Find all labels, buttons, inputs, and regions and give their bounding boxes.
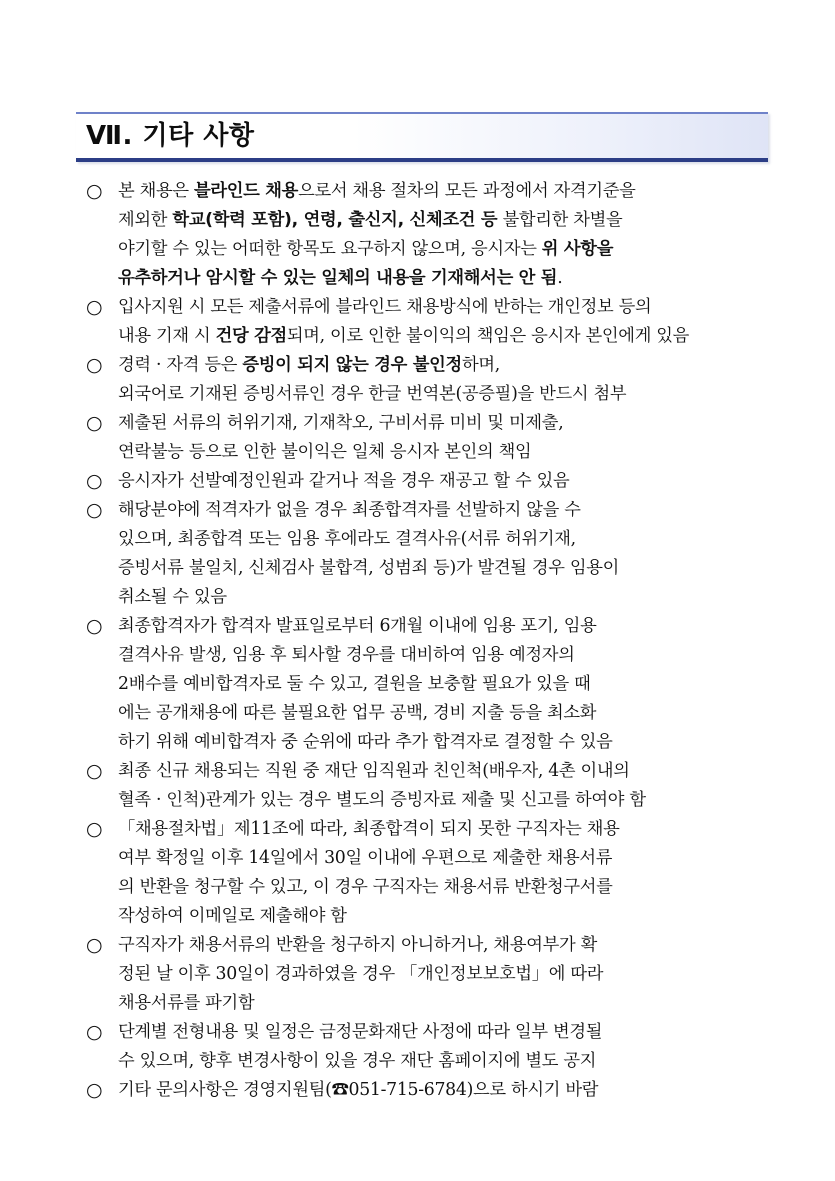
item-text-line (118, 583, 766, 612)
item-text-line (118, 786, 766, 815)
emphasis-text: 위 사항을 (541, 239, 614, 259)
item-text-line (118, 206, 766, 235)
text-segment: 여부 확정일 이후 14일에서 30일 이내에 우편으로 제출한 채용서류 (118, 848, 613, 868)
item-text-line (118, 177, 766, 206)
text-segment: 의 반환을 청구할 수 있고, 이 경우 구직자는 채용서류 반환청구서를 (118, 877, 613, 897)
list-item (86, 931, 766, 1018)
text-segment: 있으며, 최종합격 또는 임용 후에라도 결격사유(서류 허위기재, (118, 529, 576, 549)
circle-bullet-icon: ○ (86, 1021, 103, 1043)
list-item (86, 351, 766, 409)
circle-bullet-icon: ○ (86, 760, 103, 782)
item-text-line (118, 438, 766, 467)
item-text-line (118, 757, 766, 786)
emphasis-text: 증빙이 되지 않는 경우 불인정 (242, 355, 462, 375)
text-segment: 하기 위해 예비합격자 중 순위에 따라 추가 합격자로 결정할 수 있음 (118, 732, 613, 752)
text-segment: 연락불능 등으로 인한 불이익은 일체 응시자 본인의 책임 (118, 442, 532, 462)
list-item (86, 293, 766, 351)
text-segment: 해당분야에 적격자가 없을 경우 최종합격자를 선발하지 않을 수 (118, 500, 581, 520)
item-text-line (118, 293, 766, 322)
emphasis-text: 학교(학력 포함), 연령, 출신지, 신체조건 등 (172, 210, 498, 230)
list-item (86, 409, 766, 467)
text-segment: 입사지원 시 모든 제출서류에 블라인드 채용방식에 반하는 개인정보 등의 (118, 297, 652, 317)
phone-icon: ☎ (331, 1080, 349, 1100)
circle-bullet-icon: ○ (86, 615, 103, 637)
text-segment: 「채용절차법」제11조에 따라, 최종합격이 되지 못한 구직자는 채용 (118, 819, 620, 839)
list-item (86, 757, 766, 815)
list-item (86, 496, 766, 612)
text-segment: 본 채용은 (118, 181, 194, 201)
text-segment: 단계별 전형내용 및 일정은 금정문화재단 사정에 따라 일부 변경될 (118, 1022, 603, 1042)
text-segment: . (557, 268, 563, 288)
circle-bullet-icon: ○ (86, 934, 103, 956)
item-text-line (118, 902, 766, 931)
text-segment: 2배수를 예비합격자로 둘 수 있고, 결원을 보충할 필요가 있을 때 (118, 674, 591, 694)
text-segment: 되며, 이로 인한 불이익의 책임은 응시자 본인에게 있음 (286, 326, 690, 346)
item-text-line (118, 1076, 766, 1105)
item-text-line (118, 525, 766, 554)
text-segment: 작성하여 이메일로 제출해야 함 (118, 906, 347, 926)
text-segment: 구직자가 채용서류의 반환을 청구하지 아니하거나, 채용여부가 확 (118, 935, 597, 955)
section-title: Ⅶ. 기타 사항 (86, 121, 255, 151)
item-text-line (118, 989, 766, 1018)
circle-bullet-icon: ○ (86, 499, 103, 521)
text-segment: 정된 날 이후 30일이 경과하였을 경우 「개인정보보호법」에 따라 (118, 964, 604, 984)
text-segment: 수 있으며, 향후 변경사항이 있을 경우 재단 홈페이지에 별도 공지 (118, 1051, 597, 1071)
item-text-line (118, 815, 766, 844)
circle-bullet-icon: ○ (86, 1079, 103, 1101)
emphasis-text: 유추하거나 암시할 수 있는 일체의 내용을 기재해서는 안 됨 (118, 268, 558, 288)
item-text-line (118, 380, 766, 409)
item-text-line (118, 699, 766, 728)
item-text-line (118, 235, 766, 264)
text-segment: 내용 기재 시 (118, 326, 216, 346)
list-item (86, 177, 766, 293)
item-text-line (118, 409, 766, 438)
circle-bullet-icon: ○ (86, 470, 103, 492)
circle-bullet-icon: ○ (86, 354, 103, 376)
text-segment: 최종 신규 채용되는 직원 중 재단 임직원과 친인척(배우자, 4촌 이내의 (118, 761, 630, 781)
emphasis-text: 건당 감점 (215, 326, 287, 346)
item-text-line (118, 960, 766, 989)
circle-bullet-icon: ○ (86, 180, 103, 202)
item-text-line (118, 264, 766, 293)
item-text-line (118, 351, 766, 380)
text-segment: 결격사유 발생, 임용 후 퇴사할 경우를 대비하여 임용 예정자의 (118, 645, 575, 665)
list-item (86, 1018, 766, 1076)
circle-bullet-icon: ○ (86, 412, 103, 434)
text-segment: 제출된 서류의 허위기재, 기재착오, 구비서류 미비 및 미제출, (118, 413, 564, 433)
circle-bullet-icon: ○ (86, 818, 103, 840)
text-segment: 기타 문의사항은 경영지원팀( (118, 1080, 332, 1100)
text-segment: 혈족 · 인척)관계가 있는 경우 별도의 증빙자료 제출 및 신고를 하여야 함 (118, 790, 646, 810)
text-segment: 취소될 수 있음 (118, 587, 227, 607)
list-item (86, 815, 766, 931)
text-segment: 에는 공개채용에 따른 불필요한 업무 공백, 경비 지출 등을 최소화 (118, 703, 597, 723)
text-segment: 외국어로 기재된 증빙서류인 경우 한글 번역본(공증필)을 반드시 첨부 (118, 384, 627, 404)
item-text-line (118, 554, 766, 583)
notice-list (86, 177, 766, 1105)
text-segment: 응시자가 선발예정인원과 같거나 적을 경우 재공고 할 수 있음 (118, 471, 570, 491)
text-segment: 하며, (461, 355, 500, 375)
list-item (86, 1076, 766, 1105)
list-item (86, 467, 766, 496)
item-text-line (118, 496, 766, 525)
item-text-line (118, 931, 766, 960)
text-segment: 채용서류를 파기함 (118, 993, 255, 1013)
text-segment: 불합리한 차별을 (497, 210, 623, 230)
text-segment: 최종합격자가 합격자 발표일로부터 6개월 이내에 임용 포기, 임용 (118, 616, 597, 636)
text-segment: 제외한 (118, 210, 173, 230)
item-text-line (118, 612, 766, 641)
circle-bullet-icon: ○ (86, 296, 103, 318)
text-segment: 야기할 수 있는 어떠한 항목도 요구하지 않으며, 응시자는 (118, 239, 542, 259)
item-text-line (118, 728, 766, 757)
text-segment: 으로서 채용 절차의 모든 과정에서 자격기준을 (298, 181, 636, 201)
text-segment: 051-715-6784)으로 하시기 바람 (348, 1080, 599, 1100)
item-text-line (118, 844, 766, 873)
text-segment: 증빙서류 불일치, 신체검사 불합격, 성범죄 등)가 발견될 경우 임용이 (118, 558, 620, 578)
item-text-line (118, 873, 766, 902)
text-segment: 경력 · 자격 등은 (118, 355, 243, 375)
item-text-line (118, 1018, 766, 1047)
item-text-line (118, 322, 766, 351)
item-text-line (118, 1047, 766, 1076)
section-header (76, 112, 768, 162)
list-item (86, 612, 766, 757)
item-text-line (118, 641, 766, 670)
item-text-line (118, 670, 766, 699)
item-text-line (118, 467, 766, 496)
emphasis-text: 블라인드 채용 (193, 181, 299, 201)
